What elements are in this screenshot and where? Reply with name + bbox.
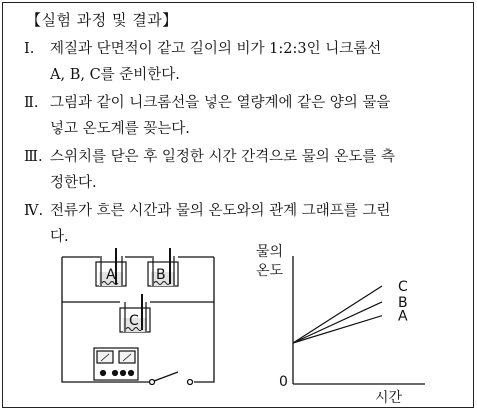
label-a: A	[106, 267, 116, 283]
step-2-number: Ⅱ.	[24, 95, 39, 111]
step-4-line-1: 전류가 흐른 시간과 물의 온도와의 관계 그래프를 그린	[50, 203, 391, 219]
series-label-c: C	[398, 279, 408, 295]
step-2-line-2: 넣고 온도계를 꽂는다.	[50, 121, 190, 137]
y-axis-label-line-1: 물의	[256, 244, 284, 260]
section-heading: 【실험 과정 및 결과】	[26, 11, 178, 29]
series-label-b: B	[398, 294, 408, 311]
series-line-b	[293, 302, 382, 343]
series-line-c	[293, 286, 382, 343]
step-3-line-1: 스위치를 닫은 후 일정한 시간 간격으로 물의 온도를 측	[50, 149, 396, 165]
origin-label: 0	[279, 374, 288, 390]
series-line-a	[293, 316, 382, 343]
x-axis-label: 시간	[375, 390, 403, 406]
label-c: C	[129, 313, 139, 329]
step-4-line-2: 다.	[50, 229, 69, 245]
step-3-number: Ⅲ.	[24, 149, 43, 165]
step-1-line-2: A, B, C를 준비한다.	[50, 67, 180, 83]
step-3-line-2: 정한다.	[50, 175, 97, 191]
label-b: B	[156, 267, 166, 283]
y-axis-label-line-2: 온도	[256, 263, 284, 279]
step-1-line-1: 제질과 단면적이 같고 길이의 비가 1:2:3인 니크롬선	[50, 41, 382, 57]
step-4-number: Ⅳ.	[24, 203, 44, 219]
series-label-a: A	[398, 308, 408, 325]
step-1-number: Ⅰ.	[24, 41, 35, 57]
step-2-line-1: 그림과 같이 니크롬선을 넣은 열량계에 같은 양의 물을	[50, 95, 391, 111]
